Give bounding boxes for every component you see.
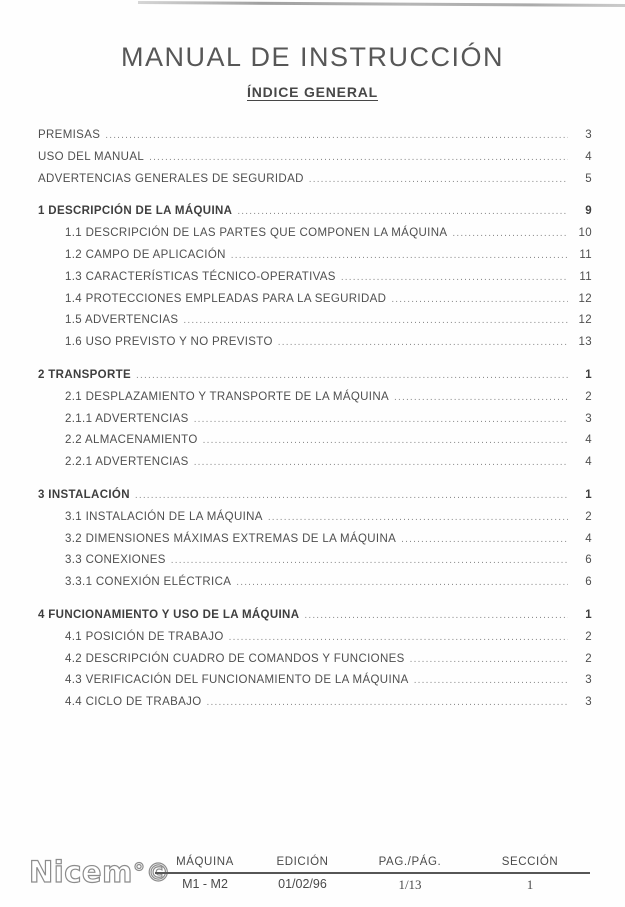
- toc-entry: [38, 529, 592, 551]
- toc-leader-dots: [278, 332, 568, 354]
- toc-page-number: 3: [585, 412, 592, 425]
- toc-entry-label: PREMISAS: [38, 129, 101, 141]
- toc-page-number: 4: [585, 532, 592, 545]
- toc-leader-dots: [341, 267, 568, 289]
- toc-block: [38, 201, 592, 354]
- toc-page-number: 12: [578, 314, 592, 327]
- footer-column-value: 01/02/96: [278, 877, 327, 891]
- toc-entry: [38, 365, 592, 387]
- nicem-logo: [29, 856, 171, 889]
- toc-entry: [38, 670, 592, 692]
- toc-page-number: 3: [585, 674, 592, 687]
- toc-leader-dots: [309, 169, 568, 191]
- toc-entry: [38, 649, 592, 671]
- toc-leader-dots: [401, 529, 568, 551]
- toc-leader-dots: [229, 627, 568, 649]
- toc-leader-dots: [149, 147, 568, 169]
- toc-block: [38, 485, 592, 594]
- toc-leader-dots: [105, 125, 568, 147]
- toc-page-number: 4: [585, 434, 592, 447]
- toc-page-number: 4: [585, 150, 592, 163]
- scan-artifact-line: [138, 1, 625, 6]
- toc-leader-dots: [171, 550, 568, 572]
- footer-info-table: [155, 856, 590, 893]
- toc-entry: [38, 550, 592, 572]
- toc-leader-dots: [394, 387, 568, 409]
- toc-leader-dots: [183, 310, 568, 332]
- page-footer: [0, 854, 625, 907]
- footer-column-value: 1: [526, 877, 534, 892]
- toc-leader-dots: [135, 485, 568, 507]
- toc-page-number: 1: [585, 488, 592, 501]
- toc-entry-label: 3.2 DIMENSIONES MÁXIMAS EXTREMAS DE LA MÁQUINA: [65, 532, 397, 545]
- toc-entry: [38, 332, 592, 354]
- toc-entry: [38, 692, 592, 714]
- toc-entry-label: USO DEL MANUAL: [38, 150, 145, 163]
- toc-leader-dots: [268, 507, 568, 529]
- toc-page-number: 10: [578, 227, 592, 240]
- toc-page-number: 6: [585, 554, 592, 567]
- toc-entry: [38, 147, 592, 169]
- toc-page-number: 13: [578, 336, 592, 349]
- footer-column-header: SECCIÓN: [501, 856, 559, 868]
- toc-page-number: 12: [578, 292, 592, 305]
- toc-entry: [38, 627, 592, 649]
- toc-entry: [38, 452, 592, 474]
- toc-entry-label: 3.3 CONEXIONES: [65, 554, 166, 567]
- toc-entry-label: 4.3 VERIFICACIÓN DEL FUNCIONAMIENTO DE LA MÁQUINA: [65, 674, 409, 687]
- toc-entry: [38, 289, 592, 311]
- toc-entry-label: 2 TRANSPORTE: [38, 368, 132, 381]
- toc-entry-label: 1.1 DESCRIPCIÓN DE LAS PARTES QUE COMPONEN LA MÁQUINA: [65, 227, 448, 240]
- page-subtitle: ÍNDICE GENERAL: [247, 84, 378, 100]
- toc-entry-label: 3.1 INSTALACIÓN DE LA MÁQUINA: [65, 510, 263, 523]
- toc-leader-dots: [236, 572, 568, 594]
- toc-entry-label: 2.2 ALMACENAMIENTO: [65, 434, 198, 447]
- toc-page-number: 2: [585, 390, 592, 403]
- toc-entry: [38, 430, 592, 452]
- toc-entry-label: 2.1.1 ADVERTENCIAS: [65, 412, 189, 425]
- footer-value-row: [155, 877, 590, 893]
- toc-leader-dots: [237, 201, 568, 223]
- toc-entry-label: 4.1 POSICIÓN DE TRABAJO: [65, 630, 224, 643]
- toc-entry-label: 3.3.1 CONEXIÓN ELÉCTRICA: [65, 576, 232, 589]
- toc-page-number: 9: [585, 205, 592, 218]
- toc-page-number: 5: [585, 172, 592, 185]
- toc-entry: [38, 485, 592, 507]
- copyright-mark: °©: [132, 858, 172, 887]
- footer-column-value: 1/13: [398, 877, 422, 892]
- toc-entry-label: 2.1 DESPLAZAMIENTO Y TRANSPORTE DE LA MÁQUINA: [65, 390, 390, 403]
- footer-column-header: PAG./PÁG.: [378, 856, 442, 868]
- toc-page-number: 1: [585, 608, 592, 621]
- toc-block: [38, 365, 592, 474]
- toc-entry-label: 1.2 CAMPO DE APLICACIÓN: [65, 248, 226, 261]
- toc-entry-label: 1.6 USO PREVISTO Y NO PREVISTO: [65, 336, 273, 349]
- toc-block: [38, 605, 592, 714]
- toc-entry: [38, 223, 592, 245]
- toc-entry: [38, 387, 592, 409]
- toc-leader-dots: [136, 365, 568, 387]
- toc-entry: [38, 267, 592, 289]
- toc-leader-dots: [391, 289, 568, 311]
- toc-page-number: 2: [585, 510, 592, 523]
- toc-leader-dots: [231, 245, 568, 267]
- toc-entry: [38, 572, 592, 594]
- toc-page-number: 4: [585, 456, 592, 469]
- toc-leader-dots: [304, 605, 568, 627]
- toc-entry: [38, 169, 592, 191]
- toc-leader-dots: [452, 223, 568, 245]
- toc-entry-label: 4 FUNCIONAMIENTO Y USO DE LA MÁQUINA: [38, 608, 300, 621]
- toc-block: [38, 125, 592, 190]
- toc-entry: [38, 125, 592, 147]
- toc-leader-dots: [194, 409, 568, 431]
- toc-entry-label: 1 DESCRIPCIÓN DE LA MÁQUINA: [38, 205, 233, 218]
- toc-entry-label: ADVERTENCIAS GENERALES DE SEGURIDAD: [38, 172, 304, 185]
- toc-entry-label: 3 INSTALACIÓN: [38, 488, 130, 501]
- toc-leader-dots: [203, 430, 568, 452]
- toc-page-number: 11: [579, 270, 592, 283]
- toc-leader-dots: [207, 692, 568, 714]
- toc-page-number: 2: [585, 630, 592, 643]
- toc-entry: [38, 507, 592, 529]
- toc-entry: [38, 310, 592, 332]
- toc-entry: [38, 605, 592, 627]
- footer-column-header: MÁQUINA: [176, 856, 234, 868]
- table-of-contents: [38, 125, 592, 714]
- footer-column-header: EDICIÓN: [276, 856, 329, 868]
- toc-leader-dots: [414, 670, 568, 692]
- toc-entry-label: 1.5 ADVERTENCIAS: [65, 314, 179, 327]
- footer-header-row: [155, 856, 590, 874]
- toc-entry-label: 4.4 CICLO DE TRABAJO: [65, 696, 202, 709]
- toc-page-number: 11: [579, 248, 592, 261]
- toc-entry-label: 2.2.1 ADVERTENCIAS: [65, 456, 189, 469]
- page-title: MANUAL DE INSTRUCCIÓN: [120, 42, 505, 72]
- toc-page-number: 1: [585, 368, 592, 381]
- footer-column-value: M1 - M2: [182, 877, 228, 891]
- logo-text: Nicem: [29, 855, 133, 889]
- toc-leader-dots: [410, 649, 568, 671]
- toc-entry-label: 1.3 CARACTERÍSTICAS TÉCNICO-OPERATIVAS: [65, 270, 336, 283]
- toc-page-number: 6: [585, 576, 592, 589]
- toc-entry-label: 4.2 DESCRIPCIÓN CUADRO DE COMANDOS Y FUNCIONES: [65, 652, 405, 665]
- toc-leader-dots: [194, 452, 568, 474]
- toc-entry: [38, 409, 592, 431]
- toc-entry-label: 1.4 PROTECCIONES EMPLEADAS PARA LA SEGURIDAD: [65, 292, 387, 305]
- toc-entry: [38, 245, 592, 267]
- toc-page-number: 2: [585, 652, 592, 665]
- toc-entry: [38, 201, 592, 223]
- toc-page-number: 3: [585, 696, 592, 709]
- toc-page-number: 3: [585, 129, 592, 141]
